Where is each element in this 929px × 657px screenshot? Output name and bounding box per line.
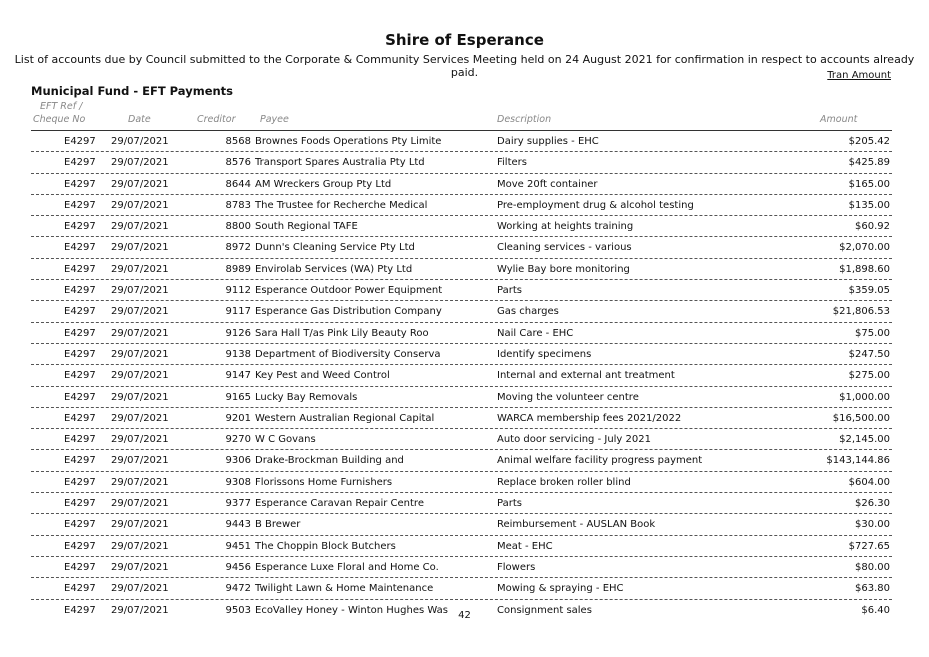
tran-amount-link: Tran Amount xyxy=(827,70,891,81)
cell-creditor: 9165 xyxy=(225,391,251,403)
cell-creditor: 8989 xyxy=(225,263,251,275)
cell-date: 29/07/2021 xyxy=(111,157,169,169)
column-header-amount: Amount xyxy=(820,114,858,125)
cell-amount: $275.00 xyxy=(848,370,890,382)
table-row xyxy=(31,536,892,557)
cell-creditor: 8800 xyxy=(225,221,251,233)
cell-date: 29/07/2021 xyxy=(111,221,169,233)
cell-description: Identify specimens xyxy=(497,348,592,360)
cell-amount: $1,898.60 xyxy=(839,263,890,275)
cell-date: 29/07/2021 xyxy=(111,434,169,446)
document-title: Shire of Esperance xyxy=(385,31,544,49)
table-row xyxy=(31,450,892,471)
cell-amount: $604.00 xyxy=(848,476,890,488)
column-header-ref-line2: Cheque No xyxy=(33,114,86,125)
cell-payee: Envirolab Services (WA) Pty Ltd xyxy=(255,263,413,275)
cell-creditor: 9306 xyxy=(225,455,251,467)
cell-ref: E4297 xyxy=(64,263,96,275)
table-row xyxy=(31,429,892,450)
cell-payee: Key Pest and Weed Control xyxy=(255,370,390,382)
cell-date: 29/07/2021 xyxy=(111,348,169,360)
payments-table xyxy=(31,131,892,620)
cell-creditor: 8783 xyxy=(225,199,251,211)
cell-description: Internal and external ant treatment xyxy=(497,370,675,382)
cell-date: 29/07/2021 xyxy=(111,136,169,147)
cell-description: Replace broken roller blind xyxy=(497,476,631,488)
cell-payee: Drake-Brockman Building and xyxy=(255,455,404,467)
cell-description: Nail Care - EHC xyxy=(497,327,574,339)
table-row xyxy=(31,387,892,408)
cell-date: 29/07/2021 xyxy=(111,370,169,382)
cell-ref: E4297 xyxy=(64,498,96,510)
cell-payee: Sara Hall T/as Pink Lily Beauty Roo xyxy=(255,327,429,339)
table-row xyxy=(31,301,892,322)
column-header-ref-line1: EFT Ref / xyxy=(40,101,83,112)
cell-description: WARCA membership fees 2021/2022 xyxy=(497,412,682,424)
table-row xyxy=(31,280,892,301)
cell-description: Animal welfare facility progress payment xyxy=(497,455,703,467)
table-row xyxy=(31,578,892,599)
cell-ref: E4297 xyxy=(64,561,96,573)
cell-amount: $30.00 xyxy=(855,519,890,531)
cell-payee: Brownes Foods Operations Pty Limite xyxy=(255,136,442,147)
cell-creditor: 8576 xyxy=(225,157,251,169)
table-row xyxy=(31,365,892,386)
cell-date: 29/07/2021 xyxy=(111,306,169,318)
cell-date: 29/07/2021 xyxy=(111,561,169,573)
cell-ref: E4297 xyxy=(64,199,96,211)
cell-ref: E4297 xyxy=(64,370,96,382)
cell-payee: Twilight Lawn & Home Maintenance xyxy=(255,583,434,595)
cell-ref: E4297 xyxy=(64,306,96,318)
cell-date: 29/07/2021 xyxy=(111,412,169,424)
cell-ref: E4297 xyxy=(64,348,96,360)
cell-amount: $165.00 xyxy=(848,178,890,190)
cell-amount: $727.65 xyxy=(848,540,890,552)
cell-amount: $21,806.53 xyxy=(832,306,890,318)
cell-amount: $6.40 xyxy=(861,604,890,616)
cell-date: 29/07/2021 xyxy=(111,583,169,595)
cell-description: Auto door servicing - July 2021 xyxy=(497,434,651,446)
cell-date: 29/07/2021 xyxy=(111,391,169,403)
cell-creditor: 9201 xyxy=(225,412,251,424)
cell-description: Wylie Bay bore monitoring xyxy=(497,263,630,275)
table-row xyxy=(31,493,892,514)
column-header-description: Description xyxy=(497,114,552,125)
cell-ref: E4297 xyxy=(64,540,96,552)
cell-ref: E4297 xyxy=(64,519,96,531)
table-row xyxy=(31,472,892,493)
table-row xyxy=(31,344,892,365)
column-header-creditor: Creditor xyxy=(197,114,236,125)
cell-date: 29/07/2021 xyxy=(111,263,169,275)
cell-amount: $26.30 xyxy=(855,498,890,510)
cell-creditor: 9443 xyxy=(225,519,251,531)
table-row xyxy=(31,174,892,195)
cell-description: Moving the volunteer centre xyxy=(497,391,639,403)
cell-creditor: 9126 xyxy=(225,327,251,339)
cell-payee: AM Wreckers Group Pty Ltd xyxy=(255,178,392,190)
cell-date: 29/07/2021 xyxy=(111,285,169,297)
cell-ref: E4297 xyxy=(64,242,96,254)
cell-ref: E4297 xyxy=(64,136,96,147)
cell-ref: E4297 xyxy=(64,412,96,424)
cell-amount: $2,145.00 xyxy=(839,434,890,446)
table-row xyxy=(31,195,892,216)
cell-amount: $16,500.00 xyxy=(832,412,890,424)
cell-payee: B Brewer xyxy=(255,519,301,531)
cell-description: Dairy supplies - EHC xyxy=(497,136,599,147)
document-subtitle: List of accounts due by Council submitted to the Corporate & Community Services Meeting held on 24 August 2021 for confirmation in respect to accounts already paid. xyxy=(14,53,915,79)
cell-ref: E4297 xyxy=(64,604,96,616)
cell-payee: The Trustee for Recherche Medical xyxy=(255,199,428,211)
cell-creditor: 9472 xyxy=(225,583,251,595)
cell-amount: $247.50 xyxy=(848,348,890,360)
cell-creditor: 8972 xyxy=(225,242,251,254)
cell-ref: E4297 xyxy=(64,221,96,233)
cell-payee: Western Australian Regional Capital xyxy=(255,412,435,424)
cell-ref: E4297 xyxy=(64,476,96,488)
cell-ref: E4297 xyxy=(64,391,96,403)
cell-ref: E4297 xyxy=(64,583,96,595)
cell-creditor: 9117 xyxy=(225,306,251,318)
cell-date: 29/07/2021 xyxy=(111,242,169,254)
page-number: 42 xyxy=(458,610,471,621)
cell-description: Parts xyxy=(497,498,522,510)
cell-date: 29/07/2021 xyxy=(111,327,169,339)
cell-payee: Florissons Home Furnishers xyxy=(255,476,393,488)
table-row xyxy=(31,408,892,429)
cell-amount: $359.05 xyxy=(848,285,890,297)
table-row xyxy=(31,323,892,344)
table-row xyxy=(31,259,892,280)
cell-amount: $1,000.00 xyxy=(839,391,890,403)
cell-description: Meat - EHC xyxy=(497,540,553,552)
cell-description: Parts xyxy=(497,285,522,297)
cell-payee: W C Govans xyxy=(255,434,316,446)
cell-creditor: 9456 xyxy=(225,561,251,573)
cell-ref: E4297 xyxy=(64,178,96,190)
cell-payee: Esperance Gas Distribution Company xyxy=(255,306,442,318)
cell-amount: $63.80 xyxy=(855,583,890,595)
cell-amount: $80.00 xyxy=(855,561,890,573)
cell-ref: E4297 xyxy=(64,157,96,169)
cell-creditor: 9270 xyxy=(225,434,251,446)
cell-description: Pre-employment drug & alcohol testing xyxy=(497,199,694,211)
cell-date: 29/07/2021 xyxy=(111,455,169,467)
cell-ref: E4297 xyxy=(64,434,96,446)
table-row xyxy=(31,514,892,535)
cell-payee: Esperance Luxe Floral and Home Co. xyxy=(255,561,439,573)
cell-payee: Dunn's Cleaning Service Pty Ltd xyxy=(255,242,415,254)
table-row xyxy=(31,216,892,237)
table-row xyxy=(31,557,892,578)
cell-creditor: 9377 xyxy=(225,498,251,510)
cell-ref: E4297 xyxy=(64,327,96,339)
section-heading: Municipal Fund - EFT Payments xyxy=(31,84,234,98)
cell-amount: $143,144.86 xyxy=(826,455,890,467)
cell-creditor: 9451 xyxy=(225,540,251,552)
cell-description: Mowing & spraying - EHC xyxy=(497,583,624,595)
table-row xyxy=(31,152,892,173)
cell-ref: E4297 xyxy=(64,455,96,467)
cell-creditor: 9147 xyxy=(225,370,251,382)
cell-description: Flowers xyxy=(497,561,536,573)
cell-description: Filters xyxy=(497,157,527,169)
table-row xyxy=(31,237,892,258)
cell-description: Working at heights training xyxy=(497,221,634,233)
cell-creditor: 9138 xyxy=(225,348,251,360)
cell-creditor: 9308 xyxy=(225,476,251,488)
cell-payee: Department of Biodiversity Conserva xyxy=(255,348,441,360)
cell-payee: Esperance Outdoor Power Equipment xyxy=(255,285,443,297)
cell-date: 29/07/2021 xyxy=(111,199,169,211)
cell-description: Gas charges xyxy=(497,306,559,318)
cell-date: 29/07/2021 xyxy=(111,476,169,488)
cell-amount: $2,070.00 xyxy=(839,242,890,254)
cell-creditor: 9503 xyxy=(225,604,251,616)
cell-date: 29/07/2021 xyxy=(111,519,169,531)
cell-description: Cleaning services - various xyxy=(497,242,632,254)
cell-payee: EcoValley Honey - Winton Hughes Was xyxy=(255,604,448,616)
column-header-date: Date xyxy=(128,114,151,125)
cell-amount: $135.00 xyxy=(848,199,890,211)
cell-creditor: 8644 xyxy=(225,178,251,190)
cell-description: Move 20ft container xyxy=(497,178,598,190)
cell-creditor: 9112 xyxy=(225,285,251,297)
cell-amount: $205.42 xyxy=(848,136,890,147)
cell-payee: South Regional TAFE xyxy=(255,221,358,233)
cell-payee: Transport Spares Australia Pty Ltd xyxy=(255,157,425,169)
cell-payee: Lucky Bay Removals xyxy=(255,391,358,403)
cell-amount: $75.00 xyxy=(855,327,890,339)
cell-amount: $425.89 xyxy=(848,157,890,169)
cell-date: 29/07/2021 xyxy=(111,498,169,510)
cell-payee: Esperance Caravan Repair Centre xyxy=(255,498,424,510)
cell-payee: The Choppin Block Butchers xyxy=(255,540,396,552)
cell-date: 29/07/2021 xyxy=(111,178,169,190)
table-row xyxy=(31,131,892,152)
cell-creditor: 8568 xyxy=(225,136,251,147)
cell-date: 29/07/2021 xyxy=(111,540,169,552)
cell-date: 29/07/2021 xyxy=(111,604,169,616)
column-header-payee: Payee xyxy=(260,114,289,125)
cell-ref: E4297 xyxy=(64,285,96,297)
cell-amount: $60.92 xyxy=(855,221,890,233)
cell-description: Reimbursement - AUSLAN Book xyxy=(497,519,656,531)
cell-description: Consignment sales xyxy=(497,604,592,616)
